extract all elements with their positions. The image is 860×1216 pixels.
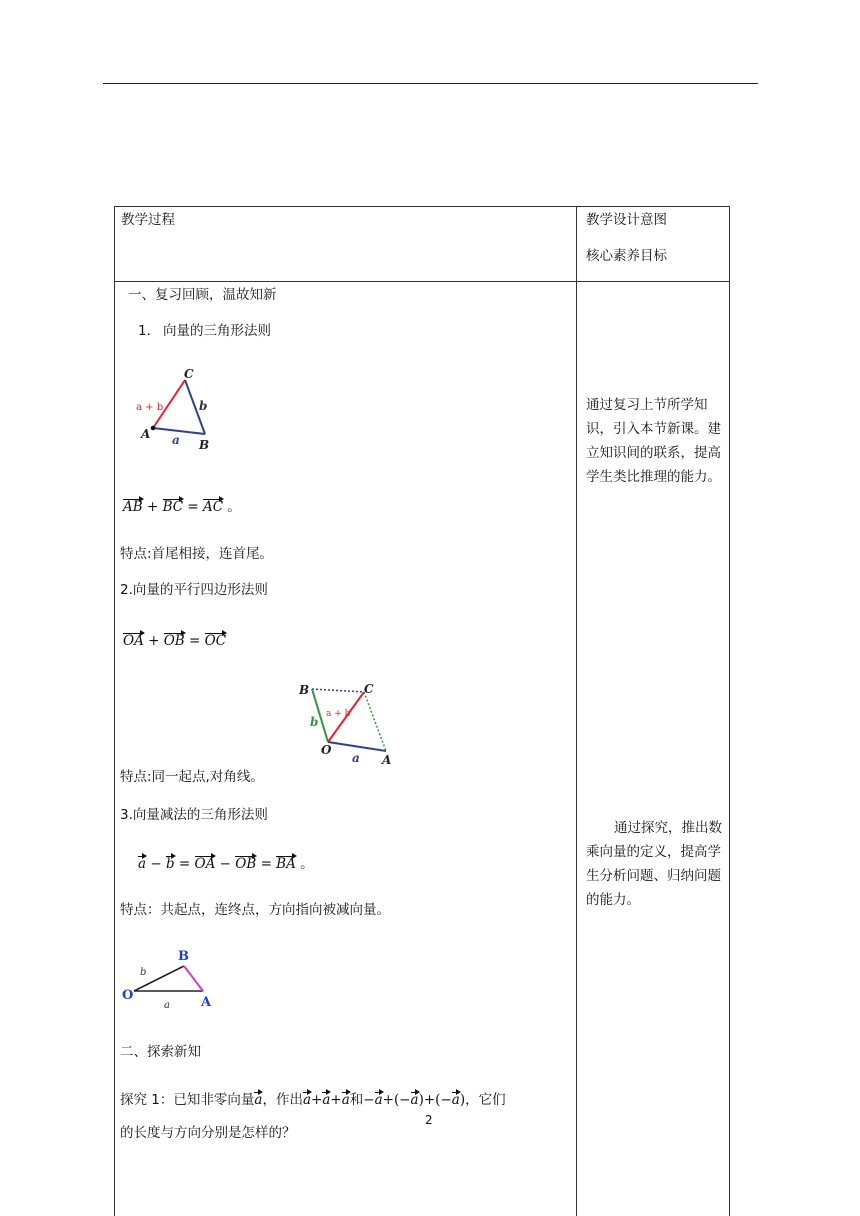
table-header-divider xyxy=(114,281,730,282)
item1-title: 向量的三角形法则 xyxy=(163,323,271,339)
note-parallelogram-rule: 特点:同一起点,对角线。 xyxy=(120,769,264,785)
vector-b: b xyxy=(165,856,175,872)
vector-ob: OB xyxy=(235,856,257,872)
point-o-label: O xyxy=(321,743,332,757)
plus-sign: +(− xyxy=(382,1092,411,1108)
label-b: b xyxy=(199,399,208,413)
plus-sign: + xyxy=(311,1092,323,1108)
period: 。 xyxy=(300,856,314,872)
plus-sign: + xyxy=(146,499,159,515)
minus-sign-2: − xyxy=(219,856,231,872)
point-a-label: A xyxy=(141,427,151,441)
point-a-label: A xyxy=(382,753,392,767)
equation-subtraction-rule xyxy=(138,855,314,873)
vector-a: a xyxy=(410,1092,419,1108)
equation-parallelogram-rule xyxy=(123,632,226,650)
vector-ab: AB xyxy=(123,499,143,515)
header-rule xyxy=(103,83,758,84)
lesson-table xyxy=(114,206,730,1216)
vector-a: a xyxy=(138,856,147,872)
equals-sign: = xyxy=(187,499,199,515)
period: 。 xyxy=(227,499,241,515)
note-triangle-rule: 特点:首尾相接，连首尾。 xyxy=(120,546,274,562)
vector-a: a xyxy=(374,1092,383,1108)
explore1-post: ，它们 xyxy=(465,1092,506,1108)
vector-oa: OA xyxy=(123,633,144,649)
item1-number: 1. xyxy=(138,323,151,339)
point-a-label: A xyxy=(201,995,212,1010)
equals-sign-2: = xyxy=(260,856,272,872)
note-subtraction-rule: 特点：共起点，连终点，方向指向被减向量。 xyxy=(120,902,390,918)
label-a: a xyxy=(172,433,180,447)
vector-oa: OA xyxy=(194,856,216,872)
table-column-divider xyxy=(576,206,577,1216)
vector-ba-line xyxy=(184,966,203,991)
plus-sign: + xyxy=(148,633,160,649)
explore1-pre: 探究 1：已知非零向量 xyxy=(120,1092,255,1108)
equals-sign: = xyxy=(178,856,191,872)
header-design-intent: 教学设计意图 xyxy=(586,212,667,228)
minus-sign: − xyxy=(363,1092,375,1108)
equation-triangle-rule xyxy=(123,498,241,516)
label-a: a xyxy=(352,751,360,765)
vector-ac: AC xyxy=(203,499,224,515)
point-b-label: B xyxy=(178,949,189,964)
subtraction-figure xyxy=(120,944,225,1014)
section1-title: 一、复习回顾，温故知新 xyxy=(128,287,277,303)
paren: )+(− xyxy=(418,1092,452,1108)
point-b-label: B xyxy=(199,438,210,452)
header-teaching-process: 教学过程 xyxy=(121,212,175,228)
vector-a: a xyxy=(302,1092,312,1108)
vector-ob: OB xyxy=(163,633,185,649)
explore1-and: 和 xyxy=(349,1092,364,1108)
vector-a: a xyxy=(254,1092,263,1108)
point-a-dot xyxy=(151,426,156,431)
explore1-line1 xyxy=(120,1091,506,1109)
label-a: a xyxy=(164,1000,170,1011)
point-o-label: O xyxy=(122,988,134,1003)
label-a-plus-b: a + b xyxy=(136,402,164,413)
vector-a: a xyxy=(451,1092,460,1108)
paren-close: ) xyxy=(459,1092,466,1108)
explore1-mid: ，作出 xyxy=(262,1092,303,1108)
item3-title: 3.向量减法的三角形法则 xyxy=(120,807,268,823)
page-number: 2 xyxy=(425,1113,433,1127)
dotted-bc xyxy=(312,689,364,692)
parallelogram-figure xyxy=(292,676,402,772)
triangle-rule-figure xyxy=(128,362,228,457)
header-core-literacy: 核心素养目标 xyxy=(586,248,667,264)
dotted-ca xyxy=(364,692,386,751)
vector-bc: BC xyxy=(162,499,184,515)
point-c-label: C xyxy=(364,682,374,696)
plus-sign: + xyxy=(330,1092,342,1108)
section2-title: 二、探索新知 xyxy=(120,1044,201,1060)
label-b: b xyxy=(140,967,147,978)
point-c-label: C xyxy=(184,367,194,381)
label-b: b xyxy=(310,715,319,729)
vector-a: a xyxy=(322,1092,331,1108)
right-text-1: 通过复习上节所学知识，引入本节新课。建立知识间的联系，提高学生类比推理的能力。 xyxy=(586,397,721,485)
explore1-line2: 的长度与方向分别是怎样的？ xyxy=(120,1125,296,1141)
label-a-plus-b: a + b xyxy=(326,709,351,719)
right-text-2: 通过探究，推出数乘向量的定义，提高学生分析问题、归纳问题的能力。 xyxy=(586,820,722,908)
vector-oc: OC xyxy=(204,633,227,649)
vector-a-line xyxy=(328,742,386,751)
equals-sign: = xyxy=(189,633,201,649)
item2-title: 2.向量的平行四边形法则 xyxy=(120,582,268,598)
point-b-label: B xyxy=(299,683,310,697)
minus-sign: − xyxy=(150,856,162,872)
vector-a: a xyxy=(341,1092,350,1108)
vector-ba: BA xyxy=(276,856,296,872)
